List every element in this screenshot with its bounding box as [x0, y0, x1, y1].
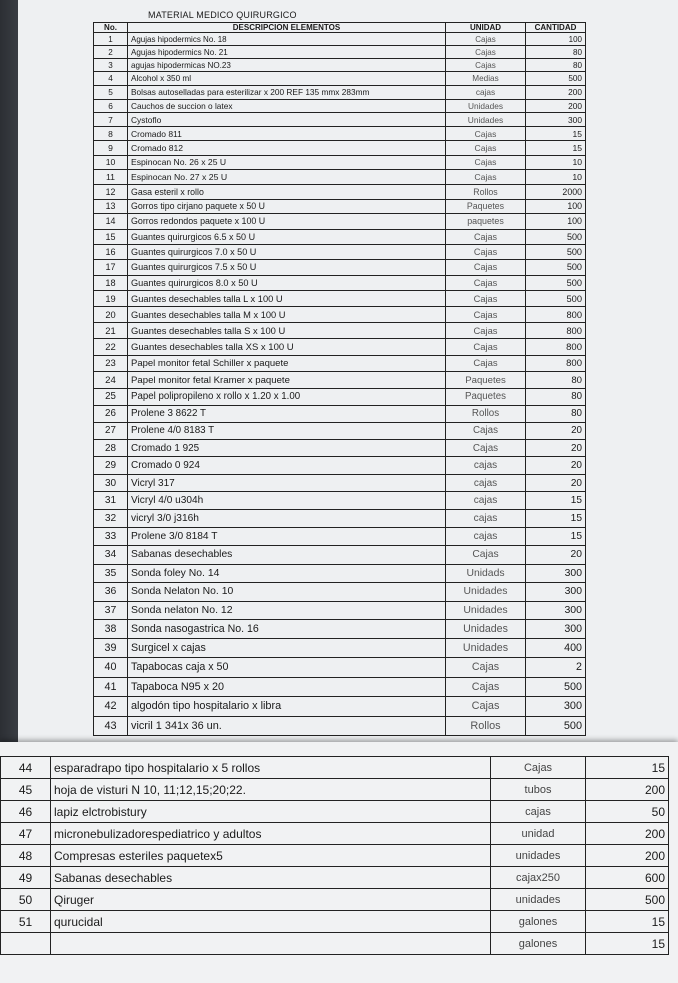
row-description: Papel monitor fetal Kramer x paquete — [128, 372, 446, 389]
table-row — [94, 457, 586, 475]
row-description: Cromado 811 — [128, 127, 446, 141]
row-number: 23 — [94, 355, 128, 372]
row-quantity: 500 — [526, 72, 586, 86]
table-row — [94, 564, 586, 582]
row-description: Tapaboca N95 x 20 — [128, 677, 446, 696]
row-unit: Rollos — [446, 184, 526, 199]
row-description: Cystoflo — [128, 113, 446, 127]
row-unit: Unidades — [446, 639, 526, 658]
row-unit: Paquetes — [446, 372, 526, 389]
row-number: 3 — [94, 59, 128, 72]
row-description: Sonda nelaton No. 12 — [128, 601, 446, 620]
row-number: 41 — [94, 677, 128, 696]
row-description: Prolene 4/0 8183 T — [128, 422, 446, 439]
table-row — [94, 244, 586, 259]
row-quantity: 500 — [526, 291, 586, 307]
row-quantity: 80 — [526, 389, 586, 406]
row-quantity: 15 — [586, 757, 669, 779]
row-number: 33 — [94, 528, 128, 546]
row-number: 50 — [1, 889, 51, 911]
row-quantity: 15 — [526, 510, 586, 528]
row-quantity: 200 — [526, 85, 586, 99]
row-unit: Cajas — [446, 440, 526, 457]
table-row — [94, 474, 586, 492]
row-description: agujas hipodermicas NO.23 — [128, 59, 446, 72]
row-description: Gorros tipo cirjano paquete x 50 U — [128, 199, 446, 214]
row-number: 6 — [94, 99, 128, 113]
row-unit: Unidads — [446, 564, 526, 582]
row-unit: Cajas — [446, 141, 526, 155]
row-quantity: 15 — [586, 911, 669, 933]
row-unit: Unidades — [446, 99, 526, 113]
header-no: No. — [94, 23, 128, 33]
row-number: 21 — [94, 323, 128, 339]
row-number: 17 — [94, 260, 128, 276]
row-description: lapiz elctrobistury — [51, 801, 491, 823]
table-row — [94, 546, 586, 564]
row-description: Guantes quirurgicos 8.0 x 50 U — [128, 275, 446, 291]
table-row — [1, 889, 669, 911]
row-quantity: 80 — [526, 59, 586, 72]
row-description: Cromado 0 924 — [128, 457, 446, 475]
row-unit: Unidades — [446, 113, 526, 127]
table-row — [1, 911, 669, 933]
row-number: 26 — [94, 405, 128, 422]
table-row — [94, 72, 586, 86]
row-quantity: 50 — [586, 801, 669, 823]
row-number: 30 — [94, 474, 128, 492]
row-description: qurucidal — [51, 911, 491, 933]
table-row — [1, 845, 669, 867]
row-number: 14 — [94, 214, 128, 229]
table-row — [94, 440, 586, 457]
row-number: 45 — [1, 779, 51, 801]
row-quantity: 100 — [526, 33, 586, 46]
row-number: 5 — [94, 85, 128, 99]
row-unit: galones — [491, 911, 586, 933]
row-unit: cajas — [446, 528, 526, 546]
row-description: Bolsas autoselladas para esterilizar x 200 REF 135 mmx 283mm — [128, 85, 446, 99]
row-description: Qiruger — [51, 889, 491, 911]
table-row — [94, 405, 586, 422]
row-number: 7 — [94, 113, 128, 127]
row-number: 51 — [1, 911, 51, 933]
row-description: Agujas hipodermics No. 21 — [128, 46, 446, 59]
table-row — [94, 291, 586, 307]
row-number: 20 — [94, 307, 128, 323]
row-description: Gasa esteril x rollo — [128, 184, 446, 199]
table-row — [1, 823, 669, 845]
row-description: Cauchos de succion o latex — [128, 99, 446, 113]
row-quantity: 500 — [586, 889, 669, 911]
row-unit: cajas — [446, 457, 526, 475]
row-description: Guantes quirurgicos 7.5 x 50 U — [128, 260, 446, 276]
table-row — [94, 33, 586, 46]
row-unit: Cajas — [446, 696, 526, 716]
row-description: Sonda Nelaton No. 10 — [128, 583, 446, 602]
row-unit: Cajas — [446, 339, 526, 355]
row-number: 10 — [94, 155, 128, 169]
row-quantity: 200 — [526, 99, 586, 113]
table-row — [94, 639, 586, 658]
table-row — [94, 528, 586, 546]
row-unit: unidades — [491, 889, 586, 911]
header-description: DESCRIPCION ELEMENTOS — [128, 23, 446, 33]
row-description: Guantes desechables talla S x 100 U — [128, 323, 446, 339]
row-number: 36 — [94, 583, 128, 602]
row-unit: tubos — [491, 779, 586, 801]
row-number: 13 — [94, 199, 128, 214]
row-unit: Cajas — [446, 291, 526, 307]
row-quantity: 15 — [526, 492, 586, 510]
row-number: 31 — [94, 492, 128, 510]
row-description: Sabanas desechables — [128, 546, 446, 564]
row-number: 38 — [94, 620, 128, 639]
row-description: Sabanas desechables — [51, 867, 491, 889]
row-quantity: 2000 — [526, 184, 586, 199]
row-quantity: 600 — [586, 867, 669, 889]
row-quantity: 10 — [526, 170, 586, 185]
row-description: Prolene 3/0 8184 T — [128, 528, 446, 546]
row-number: 16 — [94, 244, 128, 259]
row-description: Guantes desechables talla L x 100 U — [128, 291, 446, 307]
row-unit: Rollos — [446, 716, 526, 736]
row-quantity: 80 — [526, 46, 586, 59]
row-unit: Cajas — [446, 275, 526, 291]
inventory-table-2 — [0, 756, 669, 955]
row-description: Compresas esteriles paquetex5 — [51, 845, 491, 867]
row-description: Papel polipropileno x rollo x 1.20 x 1.00 — [128, 389, 446, 406]
row-description: esparadrapo tipo hospitalario x 5 rollos — [51, 757, 491, 779]
row-number: 40 — [94, 658, 128, 677]
row-number: 19 — [94, 291, 128, 307]
row-quantity: 300 — [526, 696, 586, 716]
row-number: 9 — [94, 141, 128, 155]
row-quantity: 20 — [526, 474, 586, 492]
row-number — [1, 933, 51, 955]
row-unit: cajas — [446, 474, 526, 492]
table-row — [94, 141, 586, 155]
row-number: 15 — [94, 229, 128, 244]
table-row — [94, 170, 586, 185]
row-quantity: 100 — [526, 199, 586, 214]
row-unit: Cajas — [446, 244, 526, 259]
table-row — [94, 199, 586, 214]
row-quantity: 300 — [526, 113, 586, 127]
inventory-table-1 — [93, 22, 586, 736]
row-quantity: 10 — [526, 155, 586, 169]
row-unit: Cajas — [446, 260, 526, 276]
row-number: 43 — [94, 716, 128, 736]
table-row — [94, 372, 586, 389]
row-unit: cajas — [446, 510, 526, 528]
row-unit: Cajas — [446, 546, 526, 564]
row-unit: Cajas — [446, 46, 526, 59]
row-description: Gorros redondos paquete x 100 U — [128, 214, 446, 229]
row-description: Espinocan No. 26 x 25 U — [128, 155, 446, 169]
row-description: Tapabocas caja x 50 — [128, 658, 446, 677]
row-quantity: 80 — [526, 372, 586, 389]
table-row — [94, 583, 586, 602]
row-quantity: 300 — [526, 601, 586, 620]
row-number: 27 — [94, 422, 128, 439]
row-number: 39 — [94, 639, 128, 658]
row-quantity: 300 — [526, 620, 586, 639]
row-quantity: 20 — [526, 546, 586, 564]
row-number: 46 — [1, 801, 51, 823]
row-unit: cajas — [491, 801, 586, 823]
row-unit: Cajas — [446, 677, 526, 696]
table-row — [1, 933, 669, 955]
row-quantity: 800 — [526, 355, 586, 372]
table-row — [94, 229, 586, 244]
table-row — [1, 801, 669, 823]
row-number: 11 — [94, 170, 128, 185]
row-quantity: 2 — [526, 658, 586, 677]
row-number: 42 — [94, 696, 128, 716]
table-row — [94, 422, 586, 439]
table-row — [94, 492, 586, 510]
row-quantity: 15 — [526, 141, 586, 155]
row-quantity: 500 — [526, 716, 586, 736]
row-description: Guantes quirurgicos 7.0 x 50 U — [128, 244, 446, 259]
row-description: Espinocan No. 27 x 25 U — [128, 170, 446, 185]
row-unit: Unidades — [446, 601, 526, 620]
row-description: Vicryl 4/0 u304h — [128, 492, 446, 510]
row-quantity: 20 — [526, 422, 586, 439]
row-number: 12 — [94, 184, 128, 199]
row-unit: unidades — [491, 845, 586, 867]
row-number: 28 — [94, 440, 128, 457]
row-description: Cromado 812 — [128, 141, 446, 155]
row-unit: Paquetes — [446, 389, 526, 406]
table-row — [94, 307, 586, 323]
row-unit: cajax250 — [491, 867, 586, 889]
table-row — [94, 46, 586, 59]
row-unit: Medias — [446, 72, 526, 86]
row-quantity: 200 — [586, 845, 669, 867]
row-number: 49 — [1, 867, 51, 889]
row-unit: Cajas — [446, 127, 526, 141]
row-unit: Cajas — [446, 323, 526, 339]
table-row — [94, 85, 586, 99]
table-row — [94, 113, 586, 127]
document-title: MATERIAL MEDICO QUIRURGICO — [148, 10, 297, 20]
row-quantity: 400 — [526, 639, 586, 658]
row-number: 25 — [94, 389, 128, 406]
row-quantity: 800 — [526, 339, 586, 355]
table-row — [94, 275, 586, 291]
table-row — [94, 99, 586, 113]
row-number: 29 — [94, 457, 128, 475]
row-unit: Paquetes — [446, 199, 526, 214]
row-description: Agujas hipodermics No. 18 — [128, 33, 446, 46]
table-row — [94, 260, 586, 276]
row-number: 24 — [94, 372, 128, 389]
row-quantity: 800 — [526, 323, 586, 339]
row-unit: Cajas — [446, 155, 526, 169]
row-quantity: 200 — [586, 779, 669, 801]
row-unit: paquetes — [446, 214, 526, 229]
row-description: Vicryl 317 — [128, 474, 446, 492]
row-number: 22 — [94, 339, 128, 355]
row-number: 32 — [94, 510, 128, 528]
row-unit: Cajas — [446, 307, 526, 323]
table-row — [94, 601, 586, 620]
row-description: algodón tipo hospitalario x libra — [128, 696, 446, 716]
row-number: 35 — [94, 564, 128, 582]
row-description: Alcohol x 350 ml — [128, 72, 446, 86]
row-number: 44 — [1, 757, 51, 779]
row-unit: Cajas — [446, 658, 526, 677]
row-quantity: 500 — [526, 677, 586, 696]
row-unit: Cajas — [446, 59, 526, 72]
table-row — [94, 127, 586, 141]
row-quantity: 15 — [586, 933, 669, 955]
row-description: vicryl 3/0 j316h — [128, 510, 446, 528]
table-row — [1, 867, 669, 889]
row-number: 34 — [94, 546, 128, 564]
row-quantity: 200 — [586, 823, 669, 845]
row-unit: Unidades — [446, 583, 526, 602]
row-description: Cromado 1 925 — [128, 440, 446, 457]
row-quantity: 500 — [526, 244, 586, 259]
row-unit: unidad — [491, 823, 586, 845]
row-unit: Cajas — [446, 422, 526, 439]
row-number: 4 — [94, 72, 128, 86]
table-row — [94, 59, 586, 72]
table-row — [94, 339, 586, 355]
row-unit: Rollos — [446, 405, 526, 422]
row-quantity: 20 — [526, 440, 586, 457]
table-row — [94, 389, 586, 406]
row-unit: cajas — [446, 492, 526, 510]
row-description: Guantes desechables talla M x 100 U — [128, 307, 446, 323]
row-quantity: 500 — [526, 260, 586, 276]
row-number: 1 — [94, 33, 128, 46]
row-description: vicril 1 341x 36 un. — [128, 716, 446, 736]
row-number: 47 — [1, 823, 51, 845]
row-unit: Cajas — [446, 170, 526, 185]
row-quantity: 15 — [526, 528, 586, 546]
row-description: Papel monitor fetal Schiller x paquete — [128, 355, 446, 372]
header-unit: UNIDAD — [446, 23, 526, 33]
row-quantity: 500 — [526, 229, 586, 244]
row-number: 48 — [1, 845, 51, 867]
row-quantity: 100 — [526, 214, 586, 229]
row-quantity: 300 — [526, 564, 586, 582]
row-unit: Cajas — [446, 229, 526, 244]
row-description: Prolene 3 8622 T — [128, 405, 446, 422]
table-row — [1, 757, 669, 779]
row-quantity: 15 — [526, 127, 586, 141]
row-unit: Cajas — [446, 355, 526, 372]
row-unit: Cajas — [491, 757, 586, 779]
row-quantity: 500 — [526, 275, 586, 291]
row-number: 2 — [94, 46, 128, 59]
table-row — [94, 323, 586, 339]
row-quantity: 800 — [526, 307, 586, 323]
row-quantity: 80 — [526, 405, 586, 422]
row-quantity: 20 — [526, 457, 586, 475]
table-row — [94, 184, 586, 199]
row-description: Sonda foley No. 14 — [128, 564, 446, 582]
header-quantity: CANTIDAD — [526, 23, 586, 33]
row-description: Surgicel x cajas — [128, 639, 446, 658]
table-row — [94, 696, 586, 716]
row-unit: cajas — [446, 85, 526, 99]
row-description: Sonda nasogastrica No. 16 — [128, 620, 446, 639]
table-row — [94, 214, 586, 229]
table-row — [94, 355, 586, 372]
table-row — [94, 716, 586, 736]
row-description — [51, 933, 491, 955]
row-unit: galones — [491, 933, 586, 955]
table-row — [94, 510, 586, 528]
table-row — [1, 779, 669, 801]
row-description: hoja de visturi N 10, 11;12,15;20;22. — [51, 779, 491, 801]
table-row — [94, 677, 586, 696]
row-description: Guantes desechables talla XS x 100 U — [128, 339, 446, 355]
row-quantity: 300 — [526, 583, 586, 602]
table-row — [94, 155, 586, 169]
row-number: 8 — [94, 127, 128, 141]
table-header — [94, 23, 586, 33]
row-description: micronebulizadorespediatrico y adultos — [51, 823, 491, 845]
table-row — [94, 620, 586, 639]
row-unit: Unidades — [446, 620, 526, 639]
row-description: Guantes quirurgicos 6.5 x 50 U — [128, 229, 446, 244]
table-row — [94, 658, 586, 677]
row-unit: Cajas — [446, 33, 526, 46]
row-number: 18 — [94, 275, 128, 291]
row-number: 37 — [94, 601, 128, 620]
